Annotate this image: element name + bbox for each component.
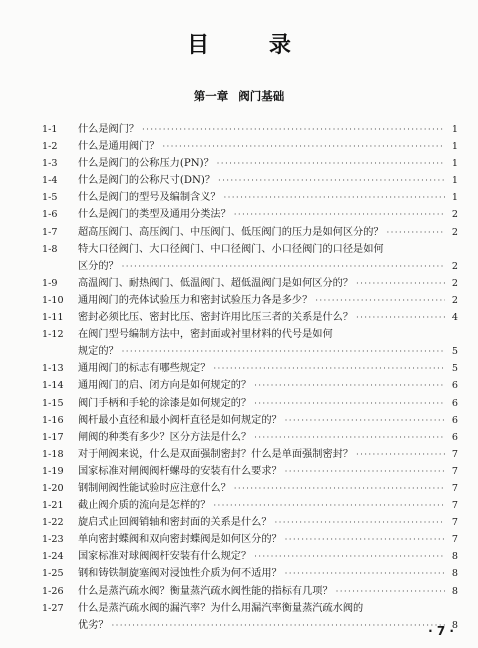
toc-entry-title: 通用阀门的启、闭方向是如何规定的？	[78, 380, 252, 392]
dot-leader	[356, 309, 445, 326]
toc-entry-number: 1-10	[42, 294, 64, 306]
toc-entry	[42, 292, 458, 309]
toc-entry-title: 区分的？	[78, 260, 119, 272]
toc-entry-page: 6	[451, 431, 458, 443]
toc-entry-title: 什么是阀门？	[78, 124, 140, 135]
toc-entry-number: 1-18	[42, 448, 64, 460]
toc-entry-page: 5	[451, 363, 458, 375]
dot-leader	[336, 583, 445, 600]
toc-entry-line	[78, 429, 458, 446]
dot-leader	[213, 360, 445, 377]
toc-entry-line	[78, 600, 458, 617]
toc-entry-line	[78, 480, 458, 497]
dot-leader	[275, 514, 445, 531]
dot-leader	[122, 343, 445, 360]
toc-entry-page: 2	[451, 260, 458, 272]
toc-entry-title: 超高压阀门、高压阀门、中压阀门、低压阀门的压力是如何区分的？	[78, 226, 384, 238]
toc-entry-title: 单向密封蝶阀和双向密封蝶阀是如何区分的？	[78, 534, 282, 546]
toc-entry	[42, 531, 458, 548]
toc-entry-title: 闸阀的种类有多少？区分方法是什么？	[78, 431, 252, 443]
toc-entry-line	[78, 258, 458, 275]
toc-entry	[42, 377, 458, 394]
toc-entry-title: 什么是通用阀门？	[78, 141, 160, 153]
toc-entry-number: 1-11	[42, 312, 64, 324]
toc-entry-number: 1-14	[42, 380, 64, 392]
chapter-heading: 第一章 阀门基础	[193, 89, 285, 103]
dot-leader	[254, 377, 445, 394]
toc-entry-line	[78, 241, 458, 258]
toc-entry	[42, 412, 458, 429]
toc-entry	[42, 258, 458, 275]
toc-entry-number: 1-6	[42, 209, 58, 221]
toc-entry-number: 1-2	[42, 141, 58, 153]
toc-entry-line	[78, 206, 458, 223]
toc-entry-page: 5	[451, 346, 458, 358]
dot-leader	[285, 531, 445, 548]
toc-entry-line	[78, 583, 458, 600]
toc-entry-page: 1	[451, 175, 458, 187]
toc-entry-page: 6	[451, 380, 458, 392]
toc-entry-number: 1-3	[42, 158, 58, 170]
toc-entry-line	[78, 446, 458, 463]
dot-leader	[285, 463, 445, 480]
toc-entry	[42, 514, 458, 531]
toc-entry-title: 什么是阀门的型号及编制含义？	[78, 192, 221, 204]
toc-entry	[42, 360, 458, 377]
toc-entry	[42, 497, 458, 514]
toc-entry-number: 1-24	[42, 551, 64, 563]
toc-entry-number: 1-12	[42, 329, 64, 341]
toc-entry-title: 什么是阀门的类型及通用分类法？	[78, 209, 231, 221]
toc-entry	[42, 446, 458, 463]
toc-entry-number: 1-21	[42, 500, 64, 512]
toc-entry-number: 1-8	[42, 243, 58, 255]
toc-entry	[42, 343, 458, 360]
toc-entry	[42, 600, 458, 617]
toc-entry-page: 1	[451, 141, 458, 153]
toc-entry-line	[78, 172, 458, 189]
toc-entry-line	[78, 514, 458, 531]
toc-entry-number: 1-22	[42, 517, 64, 529]
toc-entry-line	[78, 224, 458, 241]
toc-entry	[42, 275, 458, 292]
toc-entry-title: 什么是蒸汽疏水阀？衡量蒸汽疏水阀性能的指标有几项？	[78, 585, 333, 597]
toc-entry	[42, 583, 458, 600]
toc-entry-number: 1-19	[42, 465, 64, 477]
toc-entry-line	[78, 412, 458, 429]
toc-entry	[42, 241, 458, 258]
toc-entry-title: 在阀门型号编制方法中，密封面或衬里材料的代号是如何	[78, 329, 333, 341]
toc-entry-line	[78, 138, 458, 155]
toc-entry	[42, 138, 458, 155]
toc-entry	[42, 565, 458, 582]
toc-entry-number: 1-23	[42, 534, 64, 546]
toc-entry-line	[78, 121, 458, 138]
toc-entry	[42, 429, 458, 446]
toc-entry-page: 4	[451, 312, 458, 324]
dot-leader	[285, 565, 445, 582]
toc-entry-number: 1-1	[42, 124, 58, 135]
toc-entry	[42, 206, 458, 223]
dot-leader	[218, 172, 445, 189]
dot-leader	[224, 189, 445, 206]
toc-entry-title: 国家标准对球阀阀杆安装有什么规定？	[78, 551, 252, 563]
toc-entry	[42, 395, 458, 412]
dot-leader	[163, 138, 446, 155]
dot-leader	[234, 206, 445, 223]
toc-entry-page: 8	[451, 619, 458, 631]
toc-entry-page: 2	[451, 209, 458, 221]
toc-entry-title: 特大口径阀门、大口径阀门、中口径阀门、小口径阀门的口径是如何	[78, 243, 384, 255]
toc-entry-page: 1	[451, 124, 458, 135]
dot-leader	[112, 617, 445, 634]
toc-entry-line	[78, 395, 458, 412]
toc-entry-page: 7	[451, 448, 458, 460]
toc-entry-page: 6	[451, 414, 458, 426]
toc-entry-number: 1-17	[42, 431, 64, 443]
toc-entry-line	[78, 292, 458, 309]
toc-entry-line	[78, 531, 458, 548]
dot-leader	[254, 395, 445, 412]
toc-entry-number: 1-25	[42, 568, 64, 580]
toc-entry-page: 8	[451, 568, 458, 580]
toc-entry-page: 2	[451, 294, 458, 306]
toc-entry-title: 高温阀门、耐热阀门、低温阀门、超低温阀门是如何区分的？	[78, 277, 354, 289]
toc-entry-title: 国家标准对闸阀阀杆螺母的安装有什么要求？	[78, 465, 282, 477]
dot-leader	[285, 412, 445, 429]
toc-entry-title: 对于闸阀来说，什么是双面强制密封？什么是单面强制密封？	[78, 448, 354, 460]
toc-entry-line	[78, 155, 458, 172]
toc-entry-title: 阀杆最小直径和最小阀杆直径是如何规定的？	[78, 414, 282, 426]
table-of-contents	[42, 121, 458, 634]
toc-entry-title: 通用阀门的壳体试验压力和密封试验压力各是多少？	[78, 294, 313, 306]
dot-leader	[356, 275, 445, 292]
toc-entry-title: 钢和铸铁制旋塞阀对浸蚀性介质为何不适用？	[78, 568, 282, 580]
toc-entry-page: 7	[451, 465, 458, 477]
dot-leader	[217, 155, 445, 172]
toc-entry-title: 截止阀介质的流向是怎样的？	[78, 500, 211, 512]
toc-entry-title: 钢制闸阀性能试验时应注意什么？	[78, 482, 231, 494]
toc-entry-line	[78, 360, 458, 377]
toc-entry-number: 1-4	[42, 175, 58, 187]
toc-entry-line	[78, 189, 458, 206]
dot-leader	[315, 292, 445, 309]
dot-leader	[213, 497, 445, 514]
toc-entry	[42, 172, 458, 189]
toc-entry-title: 阀门手柄和手轮的涂漆是如何规定的？	[78, 397, 252, 409]
toc-entry-title: 密封必须比压、密封比压、密封许用比压三者的关系是什么？	[78, 312, 354, 324]
toc-entry-number: 1-5	[42, 192, 58, 204]
page-title: 目 录	[187, 32, 317, 58]
toc-entry-page: 7	[451, 500, 458, 512]
toc-entry-line	[78, 343, 458, 360]
toc-entry-page: 7	[451, 482, 458, 494]
toc-entry-page: 8	[451, 585, 458, 597]
toc-entry-title: 什么是蒸汽疏水阀的漏汽率？为什么用漏汽率衡量蒸汽疏水阀的	[78, 602, 364, 614]
toc-entry	[42, 463, 458, 480]
toc-entry	[42, 155, 458, 172]
toc-entry-title: 通用阀门的标志有哪些规定？	[78, 363, 211, 375]
toc-entry-number: 1-7	[42, 226, 58, 238]
toc-entry	[42, 480, 458, 497]
toc-entry	[42, 617, 458, 634]
toc-entry-line	[78, 565, 458, 582]
toc-entry	[42, 326, 458, 343]
toc-entry-number: 1-20	[42, 482, 64, 494]
toc-entry-number: 1-15	[42, 397, 64, 409]
toc-entry-title: 优劣？	[78, 619, 109, 631]
toc-entry-number: 1-13	[42, 363, 64, 375]
toc-entry-line	[78, 548, 458, 565]
toc-entry-page: 2	[451, 277, 458, 289]
toc-entry-page: 7	[451, 534, 458, 546]
toc-entry-line	[78, 309, 458, 326]
toc-entry-line	[78, 497, 458, 514]
toc-entry-page: 6	[451, 397, 458, 409]
toc-entry	[42, 189, 458, 206]
toc-entry-number: 1-27	[42, 602, 64, 614]
toc-entry	[42, 548, 458, 565]
dot-leader	[356, 446, 445, 463]
toc-entry-line	[78, 326, 458, 343]
toc-entry-title: 什么是阀门的公称压力(PN)？	[78, 158, 214, 170]
dot-leader	[254, 548, 445, 565]
toc-entry	[42, 224, 458, 241]
toc-entry	[42, 121, 458, 138]
toc-entry-page: 1	[451, 158, 458, 170]
page-number: · 7 ·	[428, 624, 454, 638]
dot-leader	[234, 480, 445, 497]
toc-entry-number: 1-9	[42, 277, 58, 289]
toc-entry-line	[78, 377, 458, 394]
toc-entry-page: 8	[451, 551, 458, 563]
dot-leader	[387, 224, 445, 241]
toc-entry-title: 旋启式止回阀销轴和密封面的关系是什么？	[78, 517, 272, 529]
toc-entry-number: 1-16	[42, 414, 64, 426]
dot-leader	[142, 121, 445, 138]
toc-entry-line	[78, 463, 458, 480]
toc-entry-page: 7	[451, 517, 458, 529]
toc-entry-line	[78, 617, 458, 634]
toc-entry-page: 1	[451, 192, 458, 204]
dot-leader	[254, 429, 445, 446]
toc-entry	[42, 309, 458, 326]
dot-leader	[122, 258, 445, 275]
toc-entry-title: 什么是阀门的公称尺寸(DN)？	[78, 175, 216, 187]
toc-entry-title: 规定的？	[78, 346, 119, 358]
toc-entry-line	[78, 275, 458, 292]
toc-entry-page: 2	[451, 226, 458, 238]
toc-entry-number: 1-26	[42, 585, 64, 597]
